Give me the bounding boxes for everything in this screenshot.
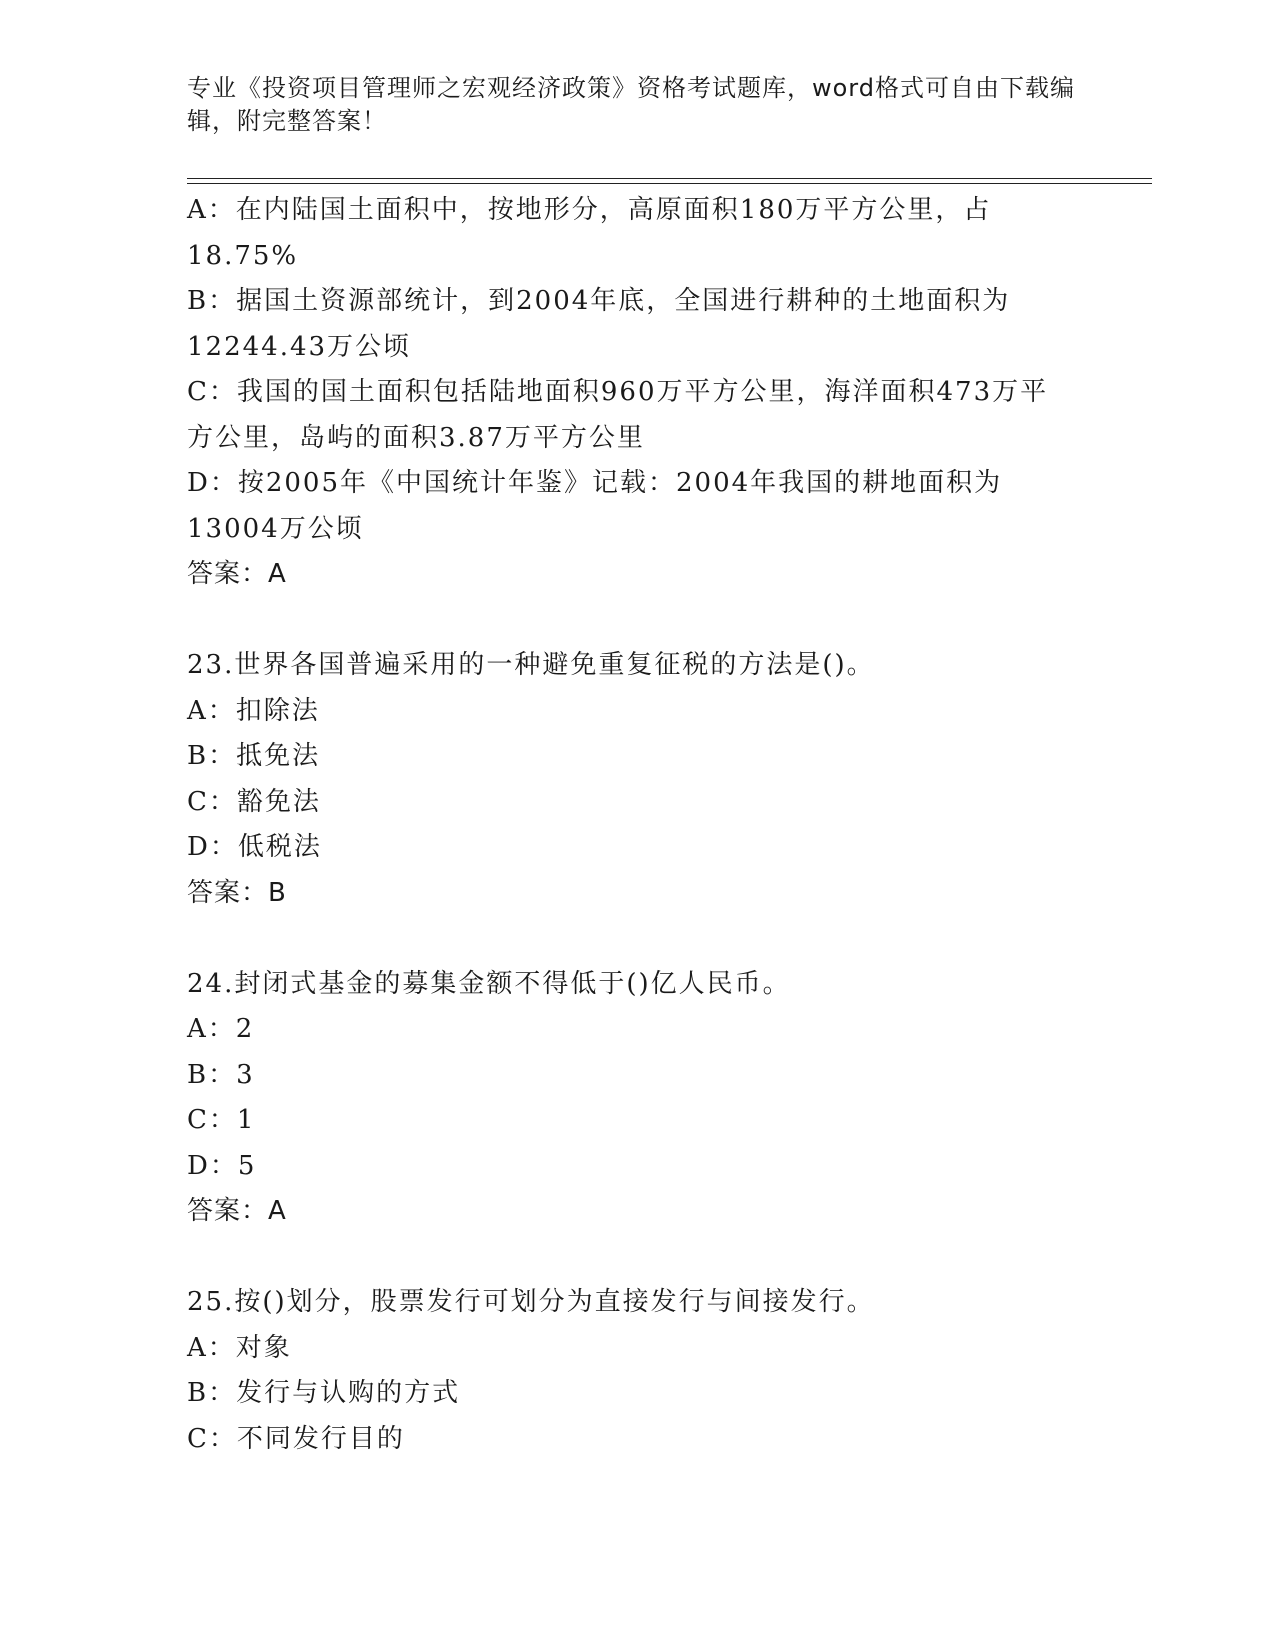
header-line-1: 专业《投资项目管理师之宏观经济政策》资格考试题库，word格式可自由下载编 [187, 74, 1075, 102]
option-b-line-2: 12244.43万公顷 [187, 331, 412, 362]
option-a: A：扣除法 [187, 695, 320, 726]
option-c: C：不同发行目的 [187, 1423, 405, 1454]
option-b: B：发行与认购的方式 [187, 1378, 461, 1408]
option-b-line-1: B：据国土资源部统计，到2004年底，全国进行耕种的土地面积为 [187, 286, 1011, 316]
option-a-line-2: 18.75% [187, 240, 299, 271]
question-24-block [187, 962, 1087, 1235]
answer-line: 答案：A [187, 559, 287, 589]
spacer [187, 916, 1087, 962]
option-a: A：2 [187, 1014, 255, 1044]
question-22-block [187, 188, 1087, 598]
option-c: C：1 [187, 1105, 256, 1135]
option-d: D：5 [187, 1150, 257, 1181]
question-text: 24.封闭式基金的募集金额不得低于()亿人民币。 [187, 968, 791, 999]
option-a: A：对象 [187, 1332, 292, 1363]
question-text: 25.按()划分，股票发行可划分为直接发行与间接发行。 [187, 1287, 875, 1317]
question-list [187, 188, 1087, 1462]
question-23-block [187, 643, 1087, 916]
option-d-line-2: 13004万公顷 [187, 513, 364, 544]
option-b: B：3 [187, 1059, 255, 1090]
question-text: 23.世界各国普遍采用的一种避免重复征税的方法是()。 [187, 650, 875, 680]
document-header [187, 72, 1087, 138]
option-d-line-1: D：按2005年《中国统计年鉴》记载：2004年我国的耕地面积为 [187, 468, 1003, 498]
spacer [187, 1235, 1087, 1281]
option-c-line-2: 方公里，岛屿的面积3.87万平方公里 [187, 422, 645, 453]
header-divider-bottom [187, 183, 1152, 184]
answer-line: 答案：B [187, 877, 287, 908]
spacer [187, 598, 1087, 644]
option-c: C：豁免法 [187, 786, 321, 817]
answer-line: 答案：A [187, 1196, 287, 1226]
header-divider-top [187, 178, 1152, 179]
option-b: B：抵免法 [187, 741, 321, 771]
question-25-block [187, 1280, 1087, 1462]
option-d: D：低税法 [187, 832, 322, 862]
header-line-2: 辑，附完整答案！ [187, 107, 387, 135]
option-c-line-1: C：我国的国土面积包括陆地面积960万平方公里，海洋面积473万平 [187, 377, 1049, 407]
option-a-line-1: A：在内陆国土面积中，按地形分，高原面积180万平方公里，占 [187, 195, 992, 225]
